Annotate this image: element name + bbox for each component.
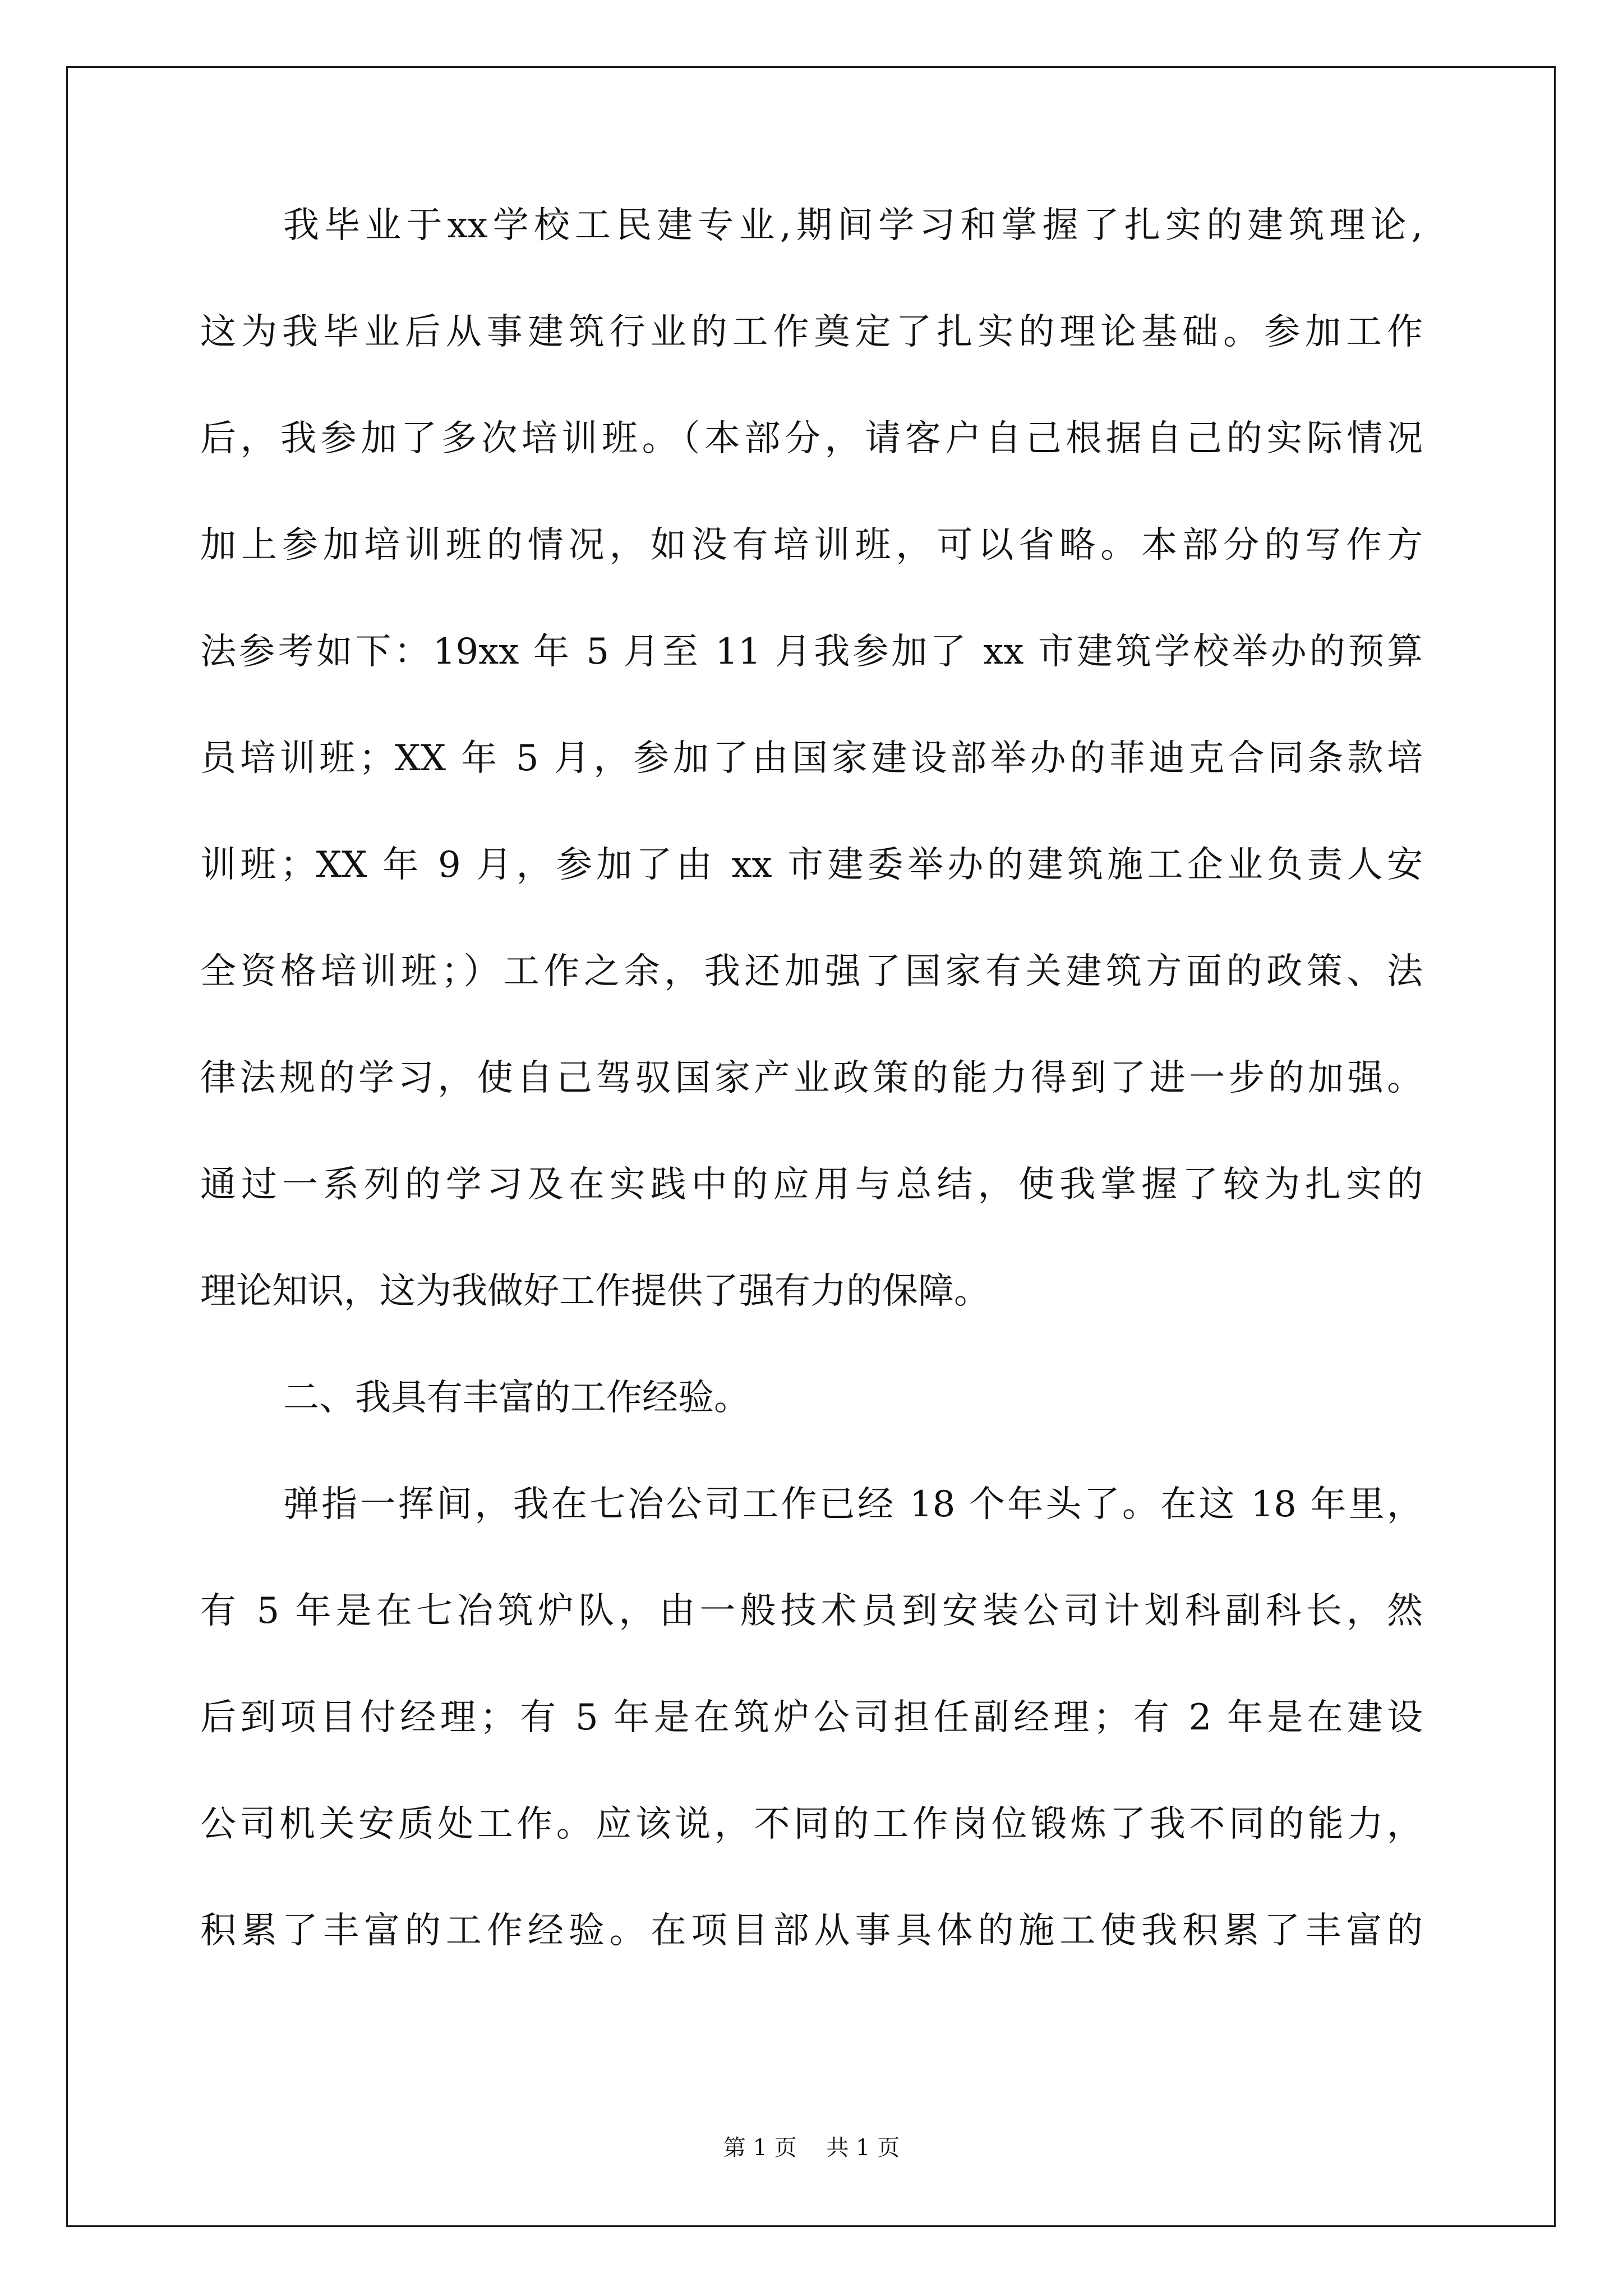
paragraph-line: 积累了丰富的工作经验。在项目部从事具体的施工使我积累了丰富的 <box>200 1910 1423 1952</box>
document-body <box>200 205 1423 2019</box>
paragraph-line: 员培训班；XX 年 5 月，参加了由国家建设部举办的菲迪克合同条款培 <box>200 738 1423 779</box>
section-heading: 二、我具有丰富的工作经验。 <box>283 1377 750 1419</box>
paragraph-line: 这为我毕业后从事建筑行业的工作奠定了扎实的理论基础。参加工作 <box>200 311 1423 353</box>
paragraph-line: 法参考如下：19xx 年 5 月至 11 月我参加了 xx 市建筑学校举办的预算 <box>200 631 1423 673</box>
paragraph-line: 后，我参加了多次培训班。（本部分，请客户自己根据自己的实际情况 <box>200 418 1423 459</box>
paragraph-line: 理论知识，这为我做好工作提供了强有力的保障。 <box>200 1271 990 1312</box>
paragraph-line: 全资格培训班；）工作之余，我还加强了国家有关建筑方面的政策、法 <box>200 951 1423 992</box>
paragraph-line: 通过一系列的学习及在实践中的应用与总结，使我掌握了较为扎实的 <box>200 1164 1423 1205</box>
paragraph-line: 后到项目付经理；有 5 年是在筑炉公司担任副经理；有 2 年是在建设 <box>200 1697 1423 1738</box>
paragraph-line: 加上参加培训班的情况，如没有培训班，可以省略。本部分的写作方 <box>200 524 1423 566</box>
paragraph-line: 训班；XX 年 9 月，参加了由 xx 市建委举办的建筑施工企业负责人安 <box>200 844 1423 886</box>
paragraph-line: 我毕业于xx学校工民建专业,期间学习和掌握了扎实的建筑理论, <box>283 205 1423 246</box>
paragraph-line: 有 5 年是在七冶筑炉队，由一般技术员到安装公司计划科副科长，然 <box>200 1590 1423 1632</box>
paragraph-line: 弹指一挥间，我在七冶公司工作已经 18 个年头了。在这 18 年里， <box>283 1484 1423 1525</box>
paragraph-line: 公司机关安质处工作。应该说，不同的工作岗位锻炼了我不同的能力， <box>200 1803 1423 1845</box>
page-footer: 第 1 页 共 1 页 <box>723 2135 900 2161</box>
paragraph-line: 律法规的学习，使自己驾驭国家产业政策的能力得到了进一步的加强。 <box>200 1057 1423 1099</box>
